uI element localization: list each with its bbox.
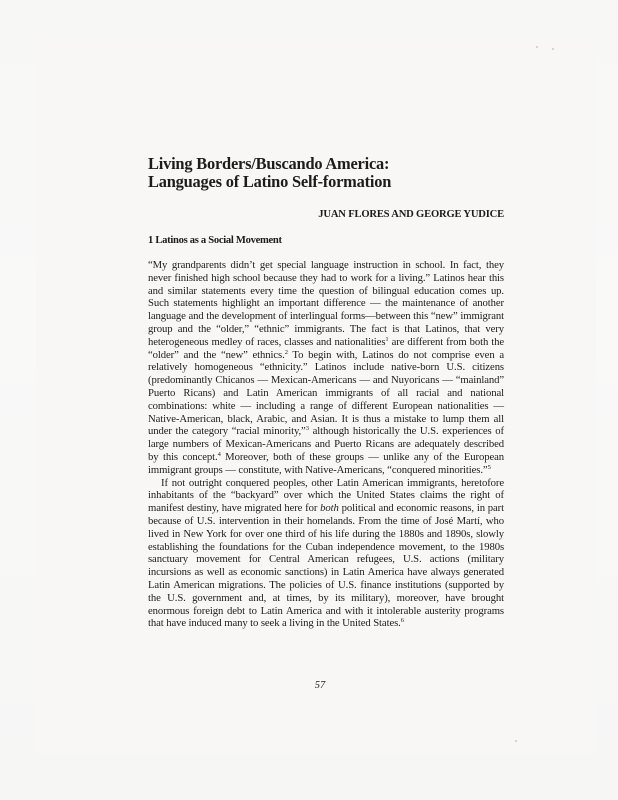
footnote-marker-3: 3: [305, 425, 309, 433]
article-authors: JUAN FLORES AND GEORGE YUDICE: [318, 209, 504, 220]
text-run: “My grandparents didn’t get special language instruction in school. In fact, they never finished high school because they had to work for a living.” Latinos hear this and similar statements every time the question of bilingual education comes up. Such statements highlight an important difference — the maintenance of another language and the development of interlingual forms—between this “new” immigrant group and the “older,” “ethnic” immigrants. The fact is that Latinos, that very heterogeneous medley of races, classes and nationalities: [148, 259, 504, 348]
body-paragraph-1: [148, 259, 504, 477]
page-number: 57: [314, 680, 326, 691]
article-body: [148, 259, 504, 630]
article-title-line-2: Languages of Latino Self-formation: [148, 172, 392, 191]
footnote-marker-4: 4: [217, 450, 221, 458]
footnote-marker-6: 6: [400, 617, 404, 625]
emphasis-text: both: [320, 502, 339, 515]
article-title-line-1: Living Borders/Buscando America:: [148, 154, 390, 173]
text-run: If not outright conquered peoples, other Latin American immigrants, heretofore inhabitants of the “backyard” over which the United States claims the right of manifest destiny, have migrated here for: [148, 476, 504, 515]
section-heading: 1 Latinos as a Social Movement: [148, 235, 282, 246]
scan-speck: [536, 46, 538, 48]
article-title: [148, 155, 488, 191]
scan-speck: [515, 740, 517, 742]
text-run: To begin with, Latinos do not comprise even a relatively homogeneous “ethnicity.” Latinos include native-born U.S. citizens (predominantly Chicanos — Mexican-Americans — and Nuyoricans — “mainland” Puerto Ricans) and Latin American immigrants of all racial and national combinations: white — including a range of different European nationalities — Native-American, black, Arabic, and Asian. It is thus a mistake to lump them all under the category “racial minority,”: [148, 348, 504, 438]
text-run: political and economic reasons, in part because of U.S. intervention in their homelands. From the time of José Martí, who lived in New York for over one third of his life during the 1880s and 1890s, slowly establishing the foundations for the Cuban independence movement, to the 1980s sanctuary movement for Central American refugees, U.S. actions (military incursions as well as economic sanctions) in Latin America have always generated Latin American migrations. The policies of U.S. finance institutions (supported by the U.S. government and, at times, by its military), moreover, have brought enormous foreign debt to Latin America and with it intolerable austerity programs that have induced many to seek a living in the United States.: [148, 502, 504, 630]
body-paragraph-2: [148, 477, 504, 631]
footnote-marker-1: 1: [385, 335, 389, 343]
text-run: although historically the U.S. experiences of large numbers of Mexican-Americans and Puerto Ricans are adequately described by this concept.: [148, 425, 504, 463]
footnote-marker-5: 5: [487, 463, 491, 471]
text-run: Moreover, both of these groups — unlike any of the European immigrant groups — constitute, with Native-Americans, “conquered minorities.”: [148, 450, 504, 476]
text-run: are different from both the “older” and the “new” ethnics.: [148, 335, 504, 361]
footnote-marker-2: 2: [284, 348, 288, 356]
scan-speck: [552, 48, 554, 50]
